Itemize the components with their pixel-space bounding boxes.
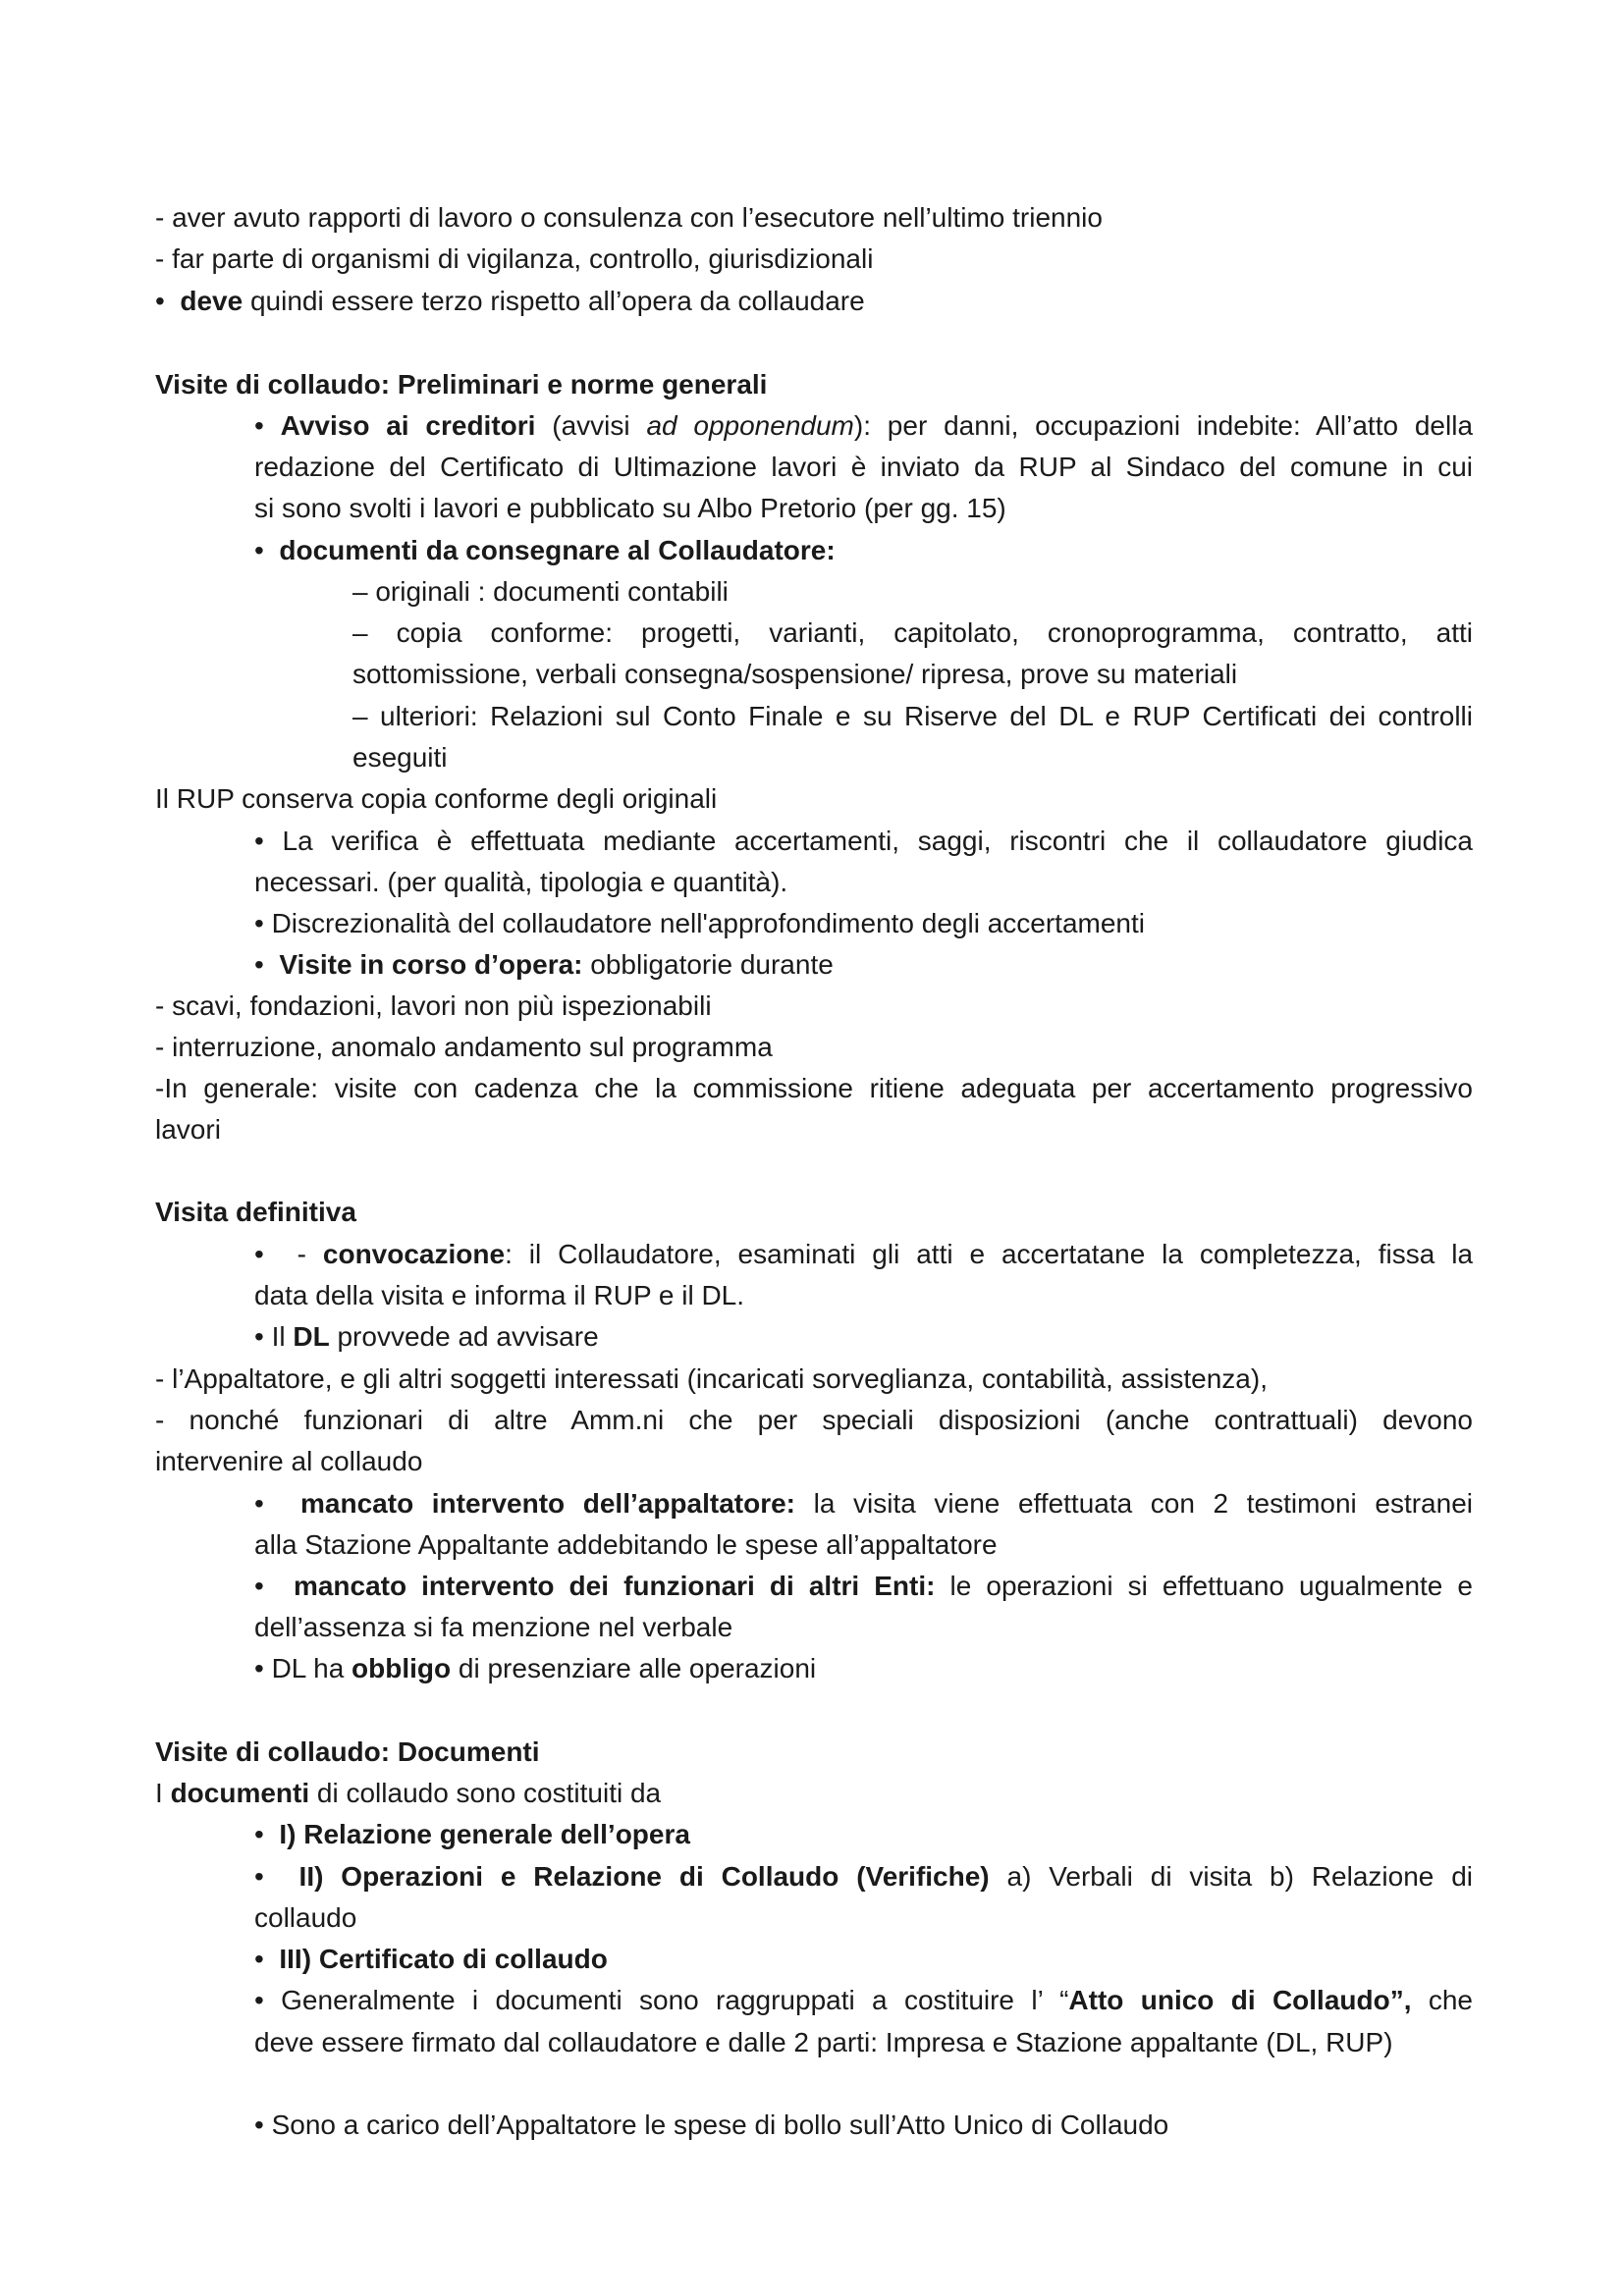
intro-line-1: - aver avuto rapporti di lavoro o consulenza con l’esecutore nell’ultimo triennio xyxy=(155,202,1103,233)
documenti-item-copia-1: – copia conforme: progetti, varianti, capitolato, cronoprogramma, contratto, atti xyxy=(352,617,1473,648)
documento-item-operazioni-2: collaudo xyxy=(254,1902,357,1933)
dl-obbligo-line: • DL ha obbligo di presenziare alle operazioni xyxy=(254,1653,817,1683)
convocazione-line-1: • - convocazione: il Collaudatore, esaminati gli atti e accertatane la completezza, fissa la xyxy=(254,1239,1474,1269)
mancato-appaltatore-line-1: • mancato intervento dell’appaltatore: la visita viene effettuata con 2 testimoni estranei xyxy=(254,1488,1473,1519)
documenti-intro-line: I documenti di collaudo sono costituiti da xyxy=(155,1778,662,1808)
funzionari-line-2: intervenire al collaudo xyxy=(155,1446,423,1476)
avviso-line-1: • Avviso ai creditori (avvisi ad opponendum): per danni, occupazioni indebite: All’atto della xyxy=(254,410,1474,441)
section-heading-visita-definitiva: Visita definitiva xyxy=(155,1197,356,1227)
verifica-line-2: necessari. (per qualità, tipologia e quantità). xyxy=(254,867,788,897)
dash-line-interruzione: - interruzione, anomalo andamento sul programma xyxy=(155,1032,773,1062)
visite-corso-opera-line: • Visite in corso d’opera: obbligatorie durante xyxy=(254,949,834,980)
discrezionalita-line: • Discrezionalità del collaudatore nell'approfondimento degli accertamenti xyxy=(254,908,1145,938)
documento-item-operazioni-1: • II) Operazioni e Relazione di Collaudo (Verifiche) a) Verbali di visita b) Relazione di xyxy=(254,1861,1474,1892)
dash-line-generale-2: lavori xyxy=(155,1114,221,1145)
atto-unico-line-1: • Generalmente i documenti sono raggruppati a costituire l’ “Atto unico di Collaudo”, che xyxy=(254,1985,1474,2015)
mancato-appaltatore-line-2: alla Stazione Appaltante addebitando le spese all’appaltatore xyxy=(254,1529,998,1560)
avviso-line-3: si sono svolti i lavori e pubblicato su Albo Pretorio (per gg. 15) xyxy=(254,493,1006,523)
documenti-item-copia-2: sottomissione, verbali consegna/sospensione/ ripresa, prove su materiali xyxy=(352,659,1238,689)
intro-line-2: - far parte di organismi di vigilanza, controllo, giurisdizionali xyxy=(155,243,874,274)
documento-item-certificato: • III) Certificato di collaudo xyxy=(254,1944,608,1974)
mancato-funzionari-line-2: dell’assenza si fa menzione nel verbale xyxy=(254,1612,733,1642)
intro-line-3: • deve quindi essere terzo rispetto all’opera da collaudare xyxy=(155,286,865,316)
bollo-line: • Sono a carico dell’Appaltatore le spese di bollo sull’Atto Unico di Collaudo xyxy=(254,2109,1169,2140)
dash-line-scavi: - scavi, fondazioni, lavori non più ispezionabili xyxy=(155,990,712,1021)
dl-avvisa-line: • Il DL provvede ad avvisare xyxy=(254,1321,599,1352)
section-heading-documenti: Visite di collaudo: Documenti xyxy=(155,1736,540,1767)
rup-line: Il RUP conserva copia conforme degli originali xyxy=(155,783,718,814)
appaltatore-line: - l’Appaltatore, e gli altri soggetti interessati (incaricati sorveglianza, contabilità, assistenza), xyxy=(155,1363,1268,1394)
documenti-heading: • documenti da consegnare al Collaudatore: xyxy=(254,535,836,565)
mancato-funzionari-line-1: • mancato intervento dei funzionari di altri Enti: le operazioni si effettuano ugualmente e xyxy=(254,1571,1473,1601)
documento-item-relazione-generale: • I) Relazione generale dell’opera xyxy=(254,1819,690,1849)
documenti-item-ulteriori-1: – ulteriori: Relazioni sul Conto Finale e su Riserve del DL e RUP Certificati dei controlli xyxy=(352,701,1473,731)
documenti-item-ulteriori-2: eseguiti xyxy=(352,742,448,773)
verifica-line-1: • La verifica è effettuata mediante accertamenti, saggi, riscontri che il collaudatore giudica xyxy=(254,826,1473,856)
atto-unico-line-2: deve essere firmato dal collaudatore e dalle 2 parti: Impresa e Stazione appaltante (DL, RUP) xyxy=(254,2027,1393,2057)
section-heading-preliminari: Visite di collaudo: Preliminari e norme generali xyxy=(155,369,768,400)
avviso-line-2: redazione del Certificato di Ultimazione lavori è inviato da RUP al Sindaco del comune in cui xyxy=(254,452,1473,482)
convocazione-line-2: data della visita e informa il RUP e il DL. xyxy=(254,1280,745,1310)
documenti-item-originali: – originali : documenti contabili xyxy=(352,576,729,607)
dash-line-generale-1: -In generale: visite con cadenza che la commissione ritiene adeguata per accertamento progressivo xyxy=(155,1073,1473,1103)
funzionari-line-1: - nonché funzionari di altre Amm.ni che per speciali disposizioni (anche contrattuali) devono xyxy=(155,1405,1473,1435)
